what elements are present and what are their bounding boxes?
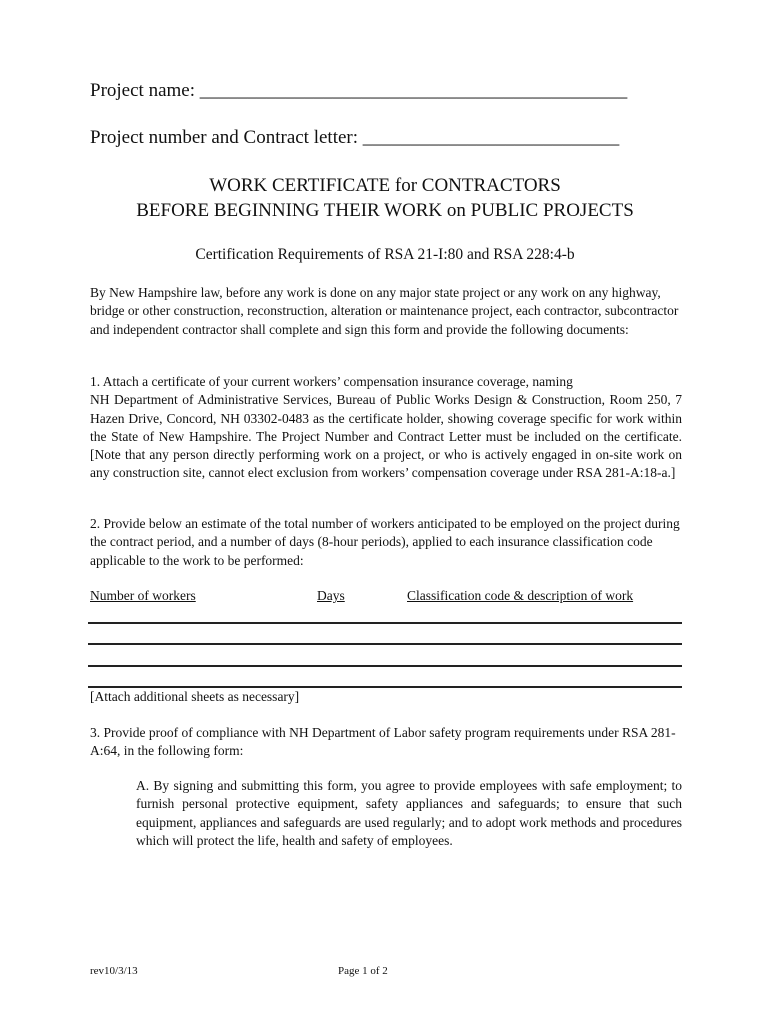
item1-first-line: 1. Attach a certificate of your current workers’ compensation insurance coverage, naming [90, 374, 573, 389]
item2-paragraph: 2. Provide below an estimate of the total number of workers anticipated to be employed on the project during the contract period, and a number of days (8-hour periods), applied to each insurance classification code applicable to the work to be performed: [90, 516, 680, 568]
project-number-field[interactable]: ___________________________ [362, 127, 620, 148]
item3-paragraph: 3. Provide proof of compliance with NH Department of Labor safety program requirements under RSA 281-A:64, in the following form: [90, 725, 676, 759]
form-title-line1: WORK CERTIFICATE for CONTRACTORS [209, 175, 561, 196]
item3a-paragraph: A. By signing and submitting this form, you agree to provide employees with safe employment; to furnish personal protective equipment, safety appliances and safeguards; to ensure that such equipment, appliances and safeguards are used regularly; and to adopt work methods and procedures which will protect the life, health and safety of employees. [136, 778, 682, 848]
project-name-field[interactable]: _____________________________________________ [199, 80, 628, 101]
col-header-workers: Number of workers [90, 588, 196, 603]
entry-line-3[interactable] [88, 665, 682, 667]
revision-date: rev10/3/13 [90, 965, 138, 977]
project-name-label: Project name: [90, 80, 195, 101]
intro-paragraph: By New Hampshire law, before any work is done on any major state project or any work on any highway, bridge or other construction, reconstruction, alteration or maintenance project, each contractor, subcontractor and independent contractor shall complete and sign this form and provide the following documents: [90, 285, 679, 337]
item1-paragraph [90, 373, 682, 483]
project-number-label: Project number and Contract letter: [90, 127, 359, 148]
col-header-days: Days [317, 588, 345, 603]
entry-line-1[interactable] [88, 622, 682, 624]
page-number: Page 1 of 2 [338, 965, 388, 977]
col-header-classification: Classification code & description of work [407, 588, 634, 603]
item1-body: NH Department of Administrative Services, Bureau of Public Works Design & Construction, Room 250, 7 Hazen Drive, Concord, NH 03302-0483 as the certificate holder, showing coverage specific for work within the State of New Hampshire. The Project Number and Contract Letter must be included on the certificate. [Note that any person directly performing work on a project, or who is actively engaged in on-site work on any construction site, cannot elect exclusion from workers’ compensation coverage under RSA 281-A:18-a.] [90, 392, 682, 481]
entry-line-2[interactable] [88, 643, 682, 645]
project-number-row [90, 127, 619, 149]
form-title-line2: BEFORE BEGINNING THEIR WORK on PUBLIC PROJECTS [136, 200, 634, 221]
project-name-row [90, 80, 627, 102]
attach-note: [Attach additional sheets as necessary] [90, 689, 300, 704]
form-subtitle: Certification Requirements of RSA 21-I:80 and RSA 228:4-b [195, 246, 575, 263]
